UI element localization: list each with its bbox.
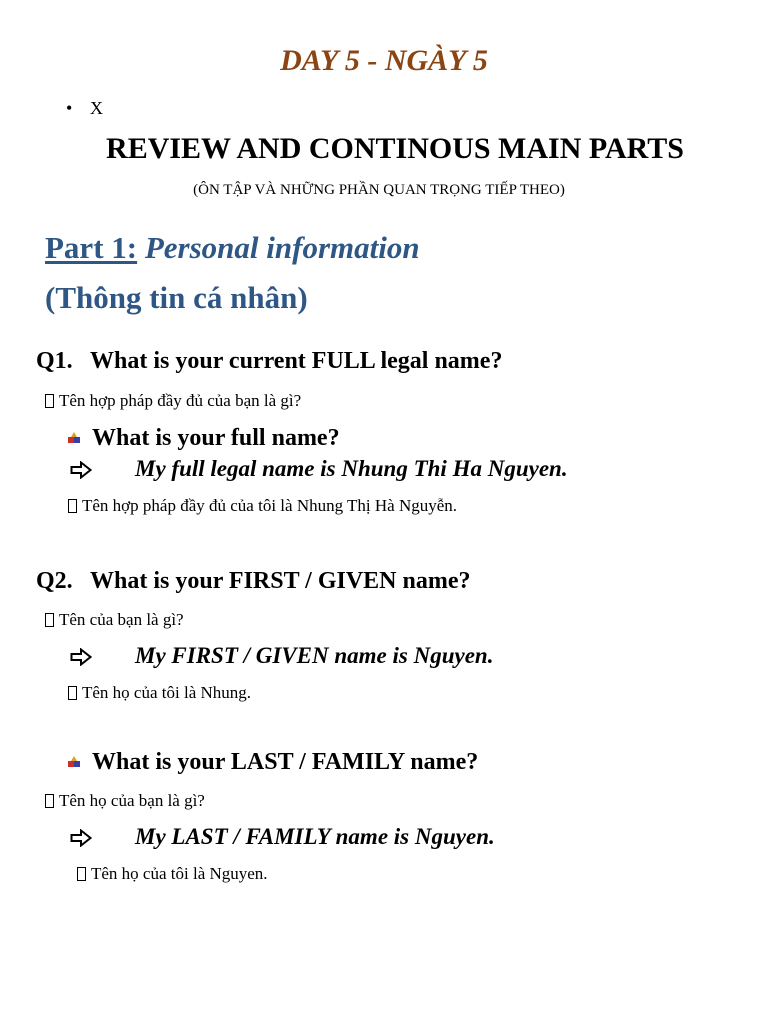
question-2-translation-text: Tên của bạn là gì?	[59, 610, 184, 629]
question-3	[68, 749, 478, 776]
question-3-translation-text: Tên họ của bạn là gì?	[59, 791, 205, 810]
question-2-answer-translation	[68, 683, 251, 703]
question-2-translation	[45, 610, 184, 630]
main-subheading: (ÔN TẬP VÀ NHỮNG PHẦN QUAN TRỌNG TIẾP THEO)	[193, 182, 565, 198]
question-1-sub	[68, 425, 340, 452]
question-2-answer: My FIRST / GIVEN name is Nguyen.	[135, 643, 494, 668]
missing-glyph-box-icon	[45, 394, 54, 408]
missing-glyph-box-icon	[45, 613, 54, 627]
hollow-right-arrow-icon	[70, 829, 92, 847]
hollow-right-arrow-icon	[70, 648, 92, 666]
bullet-dot-icon: •	[66, 98, 73, 118]
day-title: DAY 5 - NGÀY 5	[280, 44, 488, 77]
question-1-answer-translation-text: Tên hợp pháp đầy đủ của tôi là Nhung Thị Hà Nguyễn.	[82, 496, 458, 515]
question-1-sub-text: What is your full name?	[92, 425, 340, 451]
question-1-translation-text: Tên hợp pháp đầy đủ của bạn là gì?	[59, 391, 302, 410]
question-3-answer-translation	[77, 864, 268, 884]
question-1	[36, 348, 502, 375]
part-title-text: Personal information	[144, 230, 420, 265]
question-2-text: What is your FIRST / GIVEN name?	[90, 568, 471, 594]
question-1-answer: My full legal name is Nhung Thi Ha Nguyen.	[135, 456, 568, 481]
question-3-translation	[45, 791, 205, 811]
question-3-answer: My LAST / FAMILY name is Nguyen.	[135, 824, 495, 849]
question-2-answer-translation-text: Tên họ của tôi là Nhung.	[82, 683, 252, 702]
question-1-number: Q1.	[36, 348, 73, 374]
diamond-bullet-icon	[68, 756, 80, 768]
question-3-text: What is your LAST / FAMILY name?	[92, 749, 479, 775]
question-3-answer-translation-text: Tên họ của tôi là Nguyen.	[91, 864, 268, 883]
part-subtitle: (Thông tin cá nhân)	[45, 280, 308, 315]
main-heading: REVIEW AND CONTINOUS MAIN PARTS	[106, 132, 684, 165]
question-1-text: What is your current FULL legal name?	[90, 348, 503, 374]
question-1-answer-translation	[68, 496, 457, 516]
missing-glyph-box-icon	[68, 686, 77, 700]
part-title	[45, 230, 420, 266]
missing-glyph-box-icon	[77, 867, 86, 881]
question-1-translation	[45, 391, 301, 411]
question-2	[36, 568, 471, 595]
diamond-bullet-icon	[68, 432, 80, 444]
missing-glyph-box-icon	[68, 499, 77, 513]
bullet-text: X	[90, 98, 103, 118]
missing-glyph-box-icon	[45, 794, 54, 808]
hollow-right-arrow-icon	[70, 461, 92, 479]
bullet-list-item	[66, 98, 103, 119]
part-label: Part 1:	[45, 230, 138, 265]
question-2-number: Q2.	[36, 568, 73, 594]
